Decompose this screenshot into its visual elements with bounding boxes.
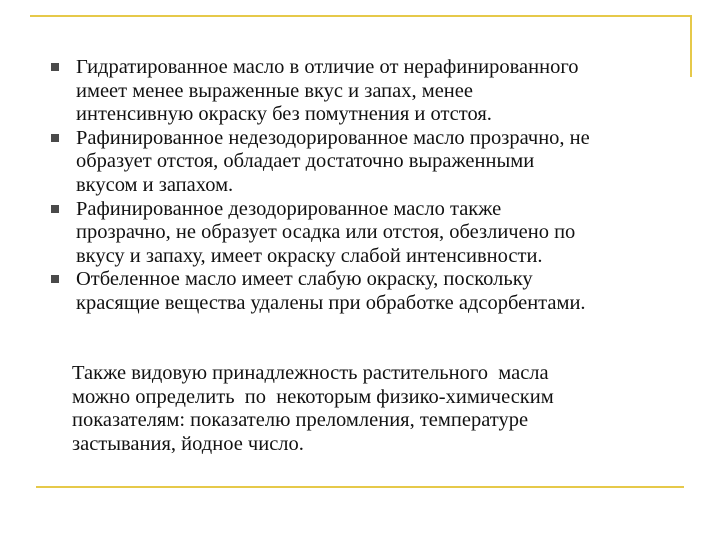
bullet-line: вкусом и запахом.: [76, 173, 234, 196]
frame-top-line: [30, 15, 692, 17]
bullet-item-refined-undeodorized-oil: [48, 127, 688, 198]
square-bullet-icon: [51, 63, 59, 71]
frame-bottom-line: [36, 486, 684, 488]
bullet-line: Рафинированное недезодорированное масло прозрачно, не: [76, 126, 590, 149]
bullet-line: прозрачно, не образует осадка или отстоя, обезличено по: [76, 221, 576, 244]
paragraph-line: показателям: показателю преломления, температуре: [72, 409, 529, 432]
bullet-line: интенсивную окраску без помутнения и отстоя.: [76, 103, 492, 126]
bullet-item-refined-deodorized-oil: [48, 198, 688, 269]
frame-right-line: [690, 15, 692, 77]
bullet-line: Рафинированное дезодорированное масло также: [76, 197, 502, 220]
bullet-line: Гидратированное масло в отличие от нерафинированного: [76, 56, 579, 78]
paragraph-line: можно определить по некоторым физико-химическим: [72, 385, 554, 408]
bullet-line: вкусу и запаху, имеет окраску слабой интенсивности.: [76, 244, 543, 267]
bullet-line: образует отстоя, обладает достаточно выраженными: [76, 150, 535, 173]
square-bullet-icon: [51, 275, 59, 283]
paragraph-line: застывания, йодное число.: [72, 432, 304, 455]
bullet-item-hydrated-oil: [48, 56, 688, 127]
bullet-line: имеет менее выраженные вкус и запах, менее: [76, 79, 473, 102]
square-bullet-icon: [51, 205, 59, 213]
bullet-line: красящие вещества удалены при обработке адсорбентами.: [76, 291, 586, 314]
bullet-line: Отбеленное масло имеет слабую окраску, поскольку: [76, 268, 533, 291]
body-paragraph: [72, 362, 672, 456]
bullet-list: [48, 56, 688, 316]
square-bullet-icon: [51, 134, 59, 142]
paragraph-line: Также видовую принадлежность растительного масла: [72, 362, 549, 384]
bullet-item-bleached-oil: [48, 268, 688, 315]
